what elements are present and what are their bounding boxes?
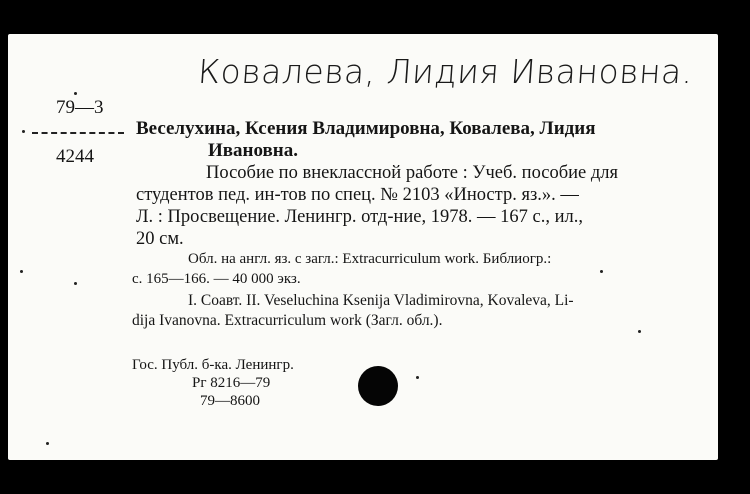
speck (74, 92, 77, 95)
card-tracings (132, 291, 692, 331)
card-heading (136, 118, 696, 162)
speck (416, 376, 419, 379)
speck (600, 270, 603, 273)
heading-line-1: Веселухина, Ксения Владимировна, Ковалева, Лидия (136, 118, 596, 139)
note-line-2: с. 165—166. — 40 000 экз. (132, 271, 301, 287)
classmark-divider (32, 132, 124, 134)
note-line-1: Обл. на англ. яз. с загл.: Extracurriculum work. Библиогр.: (188, 251, 552, 267)
speck (46, 442, 49, 445)
description-line-1: Пособие по внеклассной работе : Учеб. пособие для (206, 163, 619, 183)
description-line-2: студентов пед. ин-тов по спец. № 2103 «Иностр. яз.». — (136, 185, 579, 205)
library-stamp (132, 356, 294, 410)
speck (74, 282, 77, 285)
library-line-3: 79—8600 (200, 393, 260, 409)
speck (20, 270, 23, 273)
description-line-3: Л. : Просвещение. Ленингр. отд-ние, 1978. — 167 с., ил., (136, 207, 583, 227)
tracing-line-1: I. Соавт. II. Veseluchina Ksenija Vladimirovna, Kovaleva, Li- (188, 292, 574, 309)
card-note (132, 249, 692, 289)
classmark-bottom: 4244 (56, 146, 94, 167)
classmark-top: 79—3 (56, 97, 104, 118)
heading-line-2: Ивановна. (208, 140, 298, 161)
catalog-card (8, 34, 718, 460)
speck (22, 130, 25, 133)
tracing-line-2: dija Ivanovna. Extracurriculum work (Загл. обл.). (132, 312, 443, 329)
description-line-4: 20 см. (136, 229, 184, 249)
speck (638, 330, 641, 333)
library-line-2: Рг 8216—79 (192, 375, 271, 391)
punch-hole (358, 366, 398, 406)
handwritten-author-name: Ковалева, Лидия Ивановна. (196, 52, 695, 91)
bibliographic-description (136, 162, 696, 250)
library-line-1: Гос. Публ. б-ка. Ленингр. (132, 357, 294, 373)
